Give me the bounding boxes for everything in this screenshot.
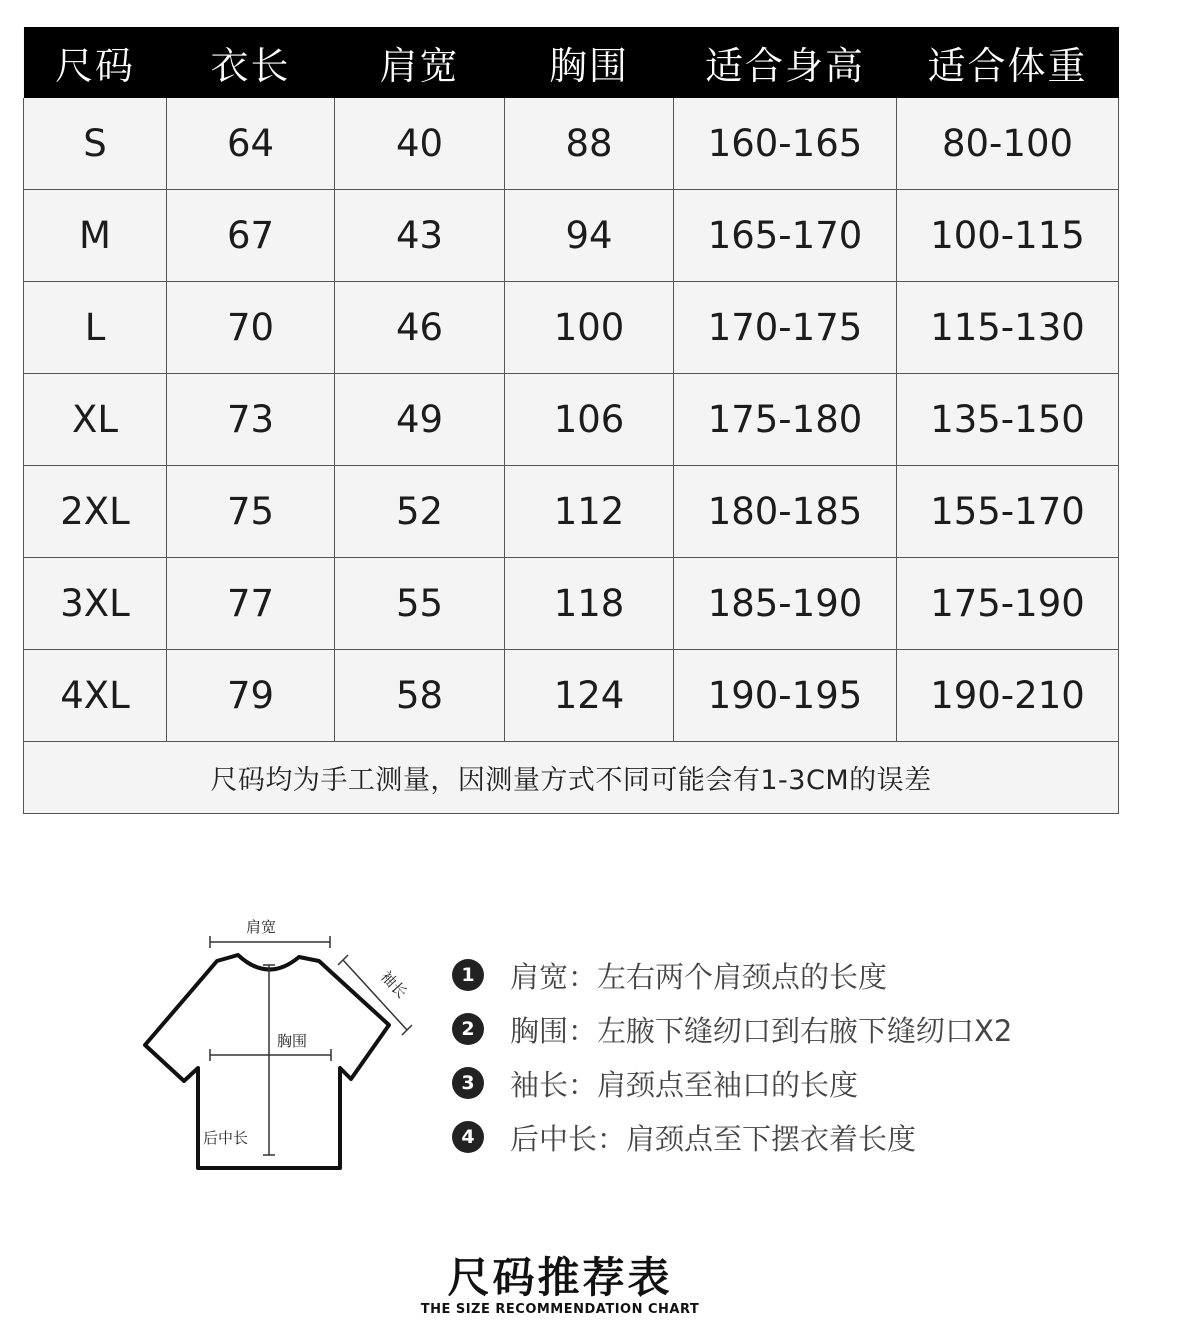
header-weight: 适合体重 — [897, 27, 1119, 98]
cell-weight: 190-210 — [897, 650, 1119, 742]
header-length: 衣长 — [167, 27, 335, 98]
table-row — [24, 282, 1119, 374]
chart-title: 尺码推荐表 — [447, 1253, 673, 1302]
table-row — [24, 650, 1119, 742]
cell-chest: 118 — [505, 558, 674, 650]
cell-shoulder: 46 — [335, 282, 505, 374]
legend-text — [510, 955, 887, 996]
legend-text — [510, 1063, 858, 1104]
table-row — [24, 98, 1119, 190]
cell-shoulder: 40 — [335, 98, 505, 190]
legend-term: 肩宽 — [510, 959, 569, 994]
legend-description: 左右两个肩颈点的长度 — [597, 959, 888, 994]
header-height: 适合身高 — [674, 27, 897, 98]
legend-separator: ： — [597, 1121, 627, 1156]
legend-separator: ： — [568, 1013, 598, 1048]
header-size: 尺码 — [24, 27, 167, 98]
table-row — [24, 190, 1119, 282]
number-4-icon: 4 — [452, 1121, 484, 1153]
table-row — [24, 374, 1119, 466]
shoulder-measure-label: 肩宽 — [246, 918, 277, 936]
legend-separator: ： — [568, 1067, 598, 1102]
cell-height: 185-190 — [674, 558, 897, 650]
cell-size: 4XL — [24, 650, 167, 742]
cell-weight: 80-100 — [897, 98, 1119, 190]
chest-measure-label: 胸围 — [277, 1032, 308, 1050]
legend-description: 肩颈点至袖口的长度 — [597, 1067, 859, 1102]
cell-size: 2XL — [24, 466, 167, 558]
legend-term: 胸围 — [510, 1013, 569, 1048]
cell-shoulder: 49 — [335, 374, 505, 466]
cell-weight: 115-130 — [897, 282, 1119, 374]
legend-separator: ： — [568, 959, 598, 994]
number-1-icon: 1 — [452, 959, 484, 991]
chart-subtitle: THE SIZE RECOMMENDATION CHART — [420, 1302, 700, 1317]
measurement-legend — [452, 948, 1012, 1164]
legend-item — [452, 1002, 1012, 1056]
number-2-icon: 2 — [452, 1013, 484, 1045]
table-row — [24, 558, 1119, 650]
cell-length: 73 — [167, 374, 335, 466]
tshirt-outline — [145, 955, 389, 1168]
header-shoulder: 肩宽 — [335, 27, 505, 98]
cell-weight: 135-150 — [897, 374, 1119, 466]
cell-chest: 124 — [505, 650, 674, 742]
legend-item — [452, 948, 1012, 1002]
cell-height: 175-180 — [674, 374, 897, 466]
legend-description: 肩颈点至下摆衣着长度 — [626, 1121, 917, 1156]
header-chest: 胸围 — [505, 27, 674, 98]
cell-shoulder: 55 — [335, 558, 505, 650]
legend-term: 袖长 — [510, 1067, 569, 1102]
sleeve-measure-label: 袖长 — [377, 967, 411, 1002]
legend-text — [510, 1009, 1012, 1050]
cell-size: S — [24, 98, 167, 190]
legend-text — [510, 1117, 916, 1158]
cell-chest: 106 — [505, 374, 674, 466]
table-row — [24, 466, 1119, 558]
legend-item — [452, 1110, 1012, 1164]
cell-height: 180-185 — [674, 466, 897, 558]
cell-height: 190-195 — [674, 650, 897, 742]
cell-size: L — [24, 282, 167, 374]
cell-weight: 100-115 — [897, 190, 1119, 282]
cell-chest: 88 — [505, 98, 674, 190]
cell-chest: 100 — [505, 282, 674, 374]
cell-length: 79 — [167, 650, 335, 742]
cell-chest: 94 — [505, 190, 674, 282]
size-table — [23, 27, 1119, 814]
cell-length: 67 — [167, 190, 335, 282]
cell-height: 160-165 — [674, 98, 897, 190]
cell-size: M — [24, 190, 167, 282]
cell-length: 75 — [167, 466, 335, 558]
cell-shoulder: 43 — [335, 190, 505, 282]
legend-item — [452, 1056, 1012, 1110]
cell-shoulder: 58 — [335, 650, 505, 742]
cell-size: 3XL — [24, 558, 167, 650]
cell-weight: 175-190 — [897, 558, 1119, 650]
table-note-row — [24, 742, 1119, 814]
cell-weight: 155-170 — [897, 466, 1119, 558]
legend-description: 左腋下缝纫口到右腋下缝纫口X2 — [597, 1013, 1013, 1048]
cell-height: 170-175 — [674, 282, 897, 374]
cell-shoulder: 52 — [335, 466, 505, 558]
cell-chest: 112 — [505, 466, 674, 558]
number-3-icon: 3 — [452, 1067, 484, 1099]
cell-height: 165-170 — [674, 190, 897, 282]
cell-length: 77 — [167, 558, 335, 650]
table-note: 尺码均为手工测量，因测量方式不同可能会有1-3CM的误差 — [24, 742, 1119, 814]
cell-size: XL — [24, 374, 167, 466]
back-length-label: 后中长 — [203, 1129, 249, 1147]
legend-term: 后中长 — [510, 1121, 598, 1156]
cell-length: 64 — [167, 98, 335, 190]
cell-length: 70 — [167, 282, 335, 374]
table-header-row — [24, 27, 1119, 98]
tshirt-measurement-diagram — [135, 905, 435, 1175]
